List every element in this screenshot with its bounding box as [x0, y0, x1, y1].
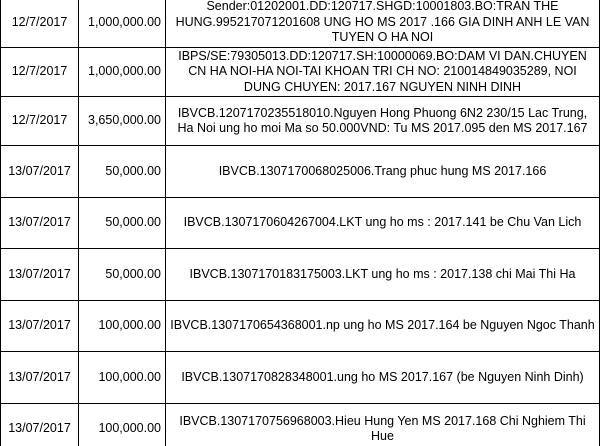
table-row [1, 97, 600, 146]
amount-cell: 100,000.00 [79, 404, 166, 446]
description-cell: IBVCB.1307170654368001.np ung ho MS 2017.164 be Nguyen Ngoc Thanh [166, 301, 600, 352]
date-cell: 13/07/2017 [1, 146, 79, 198]
table-row [1, 249, 600, 301]
description-cell: IBVCB.1207170235518010.Nguyen Hong Phuong 6N2 230/15 Lac Trung, Ha Noi ung ho moi Ma so 50.000VND: Tu MS 2017.095 den MS 2017.167 [166, 97, 600, 146]
amount-cell: 50,000.00 [79, 198, 166, 249]
date-cell: 13/07/2017 [1, 249, 79, 301]
amount-cell: 100,000.00 [79, 301, 166, 352]
table-row [1, 198, 600, 249]
description-cell: IBVCB.1307170183175003.LKT ung ho ms : 2017.138 chi Mai Thi Ha [166, 249, 600, 301]
date-cell: 12/7/2017 [1, 48, 79, 97]
description-cell: IBPS/SE:79305013.DD:120717.SH:10000069.BO:DAM VI DAN.CHUYEN CN HA NOI-HA NOI-TAI KHOAN TRI CH NO: 210014849035289, NOI DUNG CHUYEN: 2017.167 NGUYEN NINH DINH [166, 48, 600, 97]
description-cell: IBVCB.1307170068025006.Trang phuc hung MS 2017.166 [166, 146, 600, 198]
table-row [1, 0, 600, 48]
amount-cell: 1,000,000.00 [79, 0, 166, 48]
table-row [1, 146, 600, 198]
date-cell: 13/07/2017 [1, 404, 79, 446]
table-row [1, 48, 600, 97]
date-cell: 12/7/2017 [1, 97, 79, 146]
amount-cell: 100,000.00 [79, 352, 166, 404]
table-row [1, 352, 600, 404]
amount-cell: 3,650,000.00 [79, 97, 166, 146]
date-cell: 13/07/2017 [1, 301, 79, 352]
amount-cell: 50,000.00 [79, 249, 166, 301]
date-cell: 13/07/2017 [1, 352, 79, 404]
description-cell: IBVCB.1307170828348001.ung ho MS 2017.167 (be Nguyen Ninh Dinh) [166, 352, 600, 404]
date-cell: 13/07/2017 [1, 198, 79, 249]
date-cell: 12/7/2017 [1, 0, 79, 48]
description-cell: IBVCB.1307170756968003.Hieu Hung Yen MS 2017.168 Chi Nghiem Thi Hue [166, 404, 600, 446]
amount-cell: 1,000,000.00 [79, 48, 166, 97]
description-cell: Sender:01202001.DD:120717.SHGD:10001803.BO:TRAN THE HUNG.995217071201608 UNG HO MS 2017 .166 GIA DINH ANH LE VAN TUYEN O HA NOI [166, 0, 600, 48]
table-row [1, 301, 600, 352]
amount-cell: 50,000.00 [79, 146, 166, 198]
description-cell: IBVCB.1307170604267004.LKT ung ho ms : 2017.141 be Chu Van Lich [166, 198, 600, 249]
table-row [1, 404, 600, 446]
